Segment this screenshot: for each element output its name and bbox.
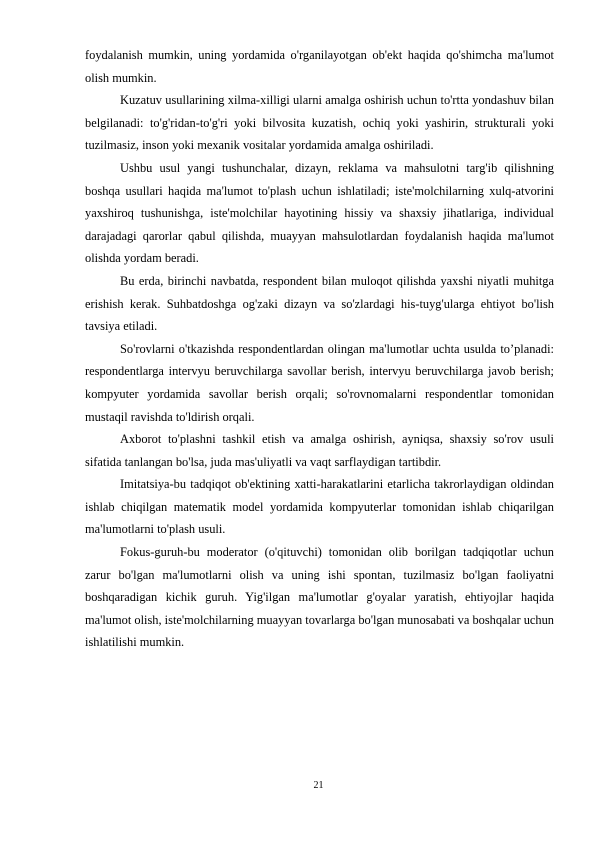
paragraph-method-purpose: Ushbu usul yangi tushunchalar, dizayn, reklama va mahsulotni targ'ib qilishning boshqa usullari haqida ma'lumot to'plash uchun ishlatiladi; iste'molchilarning xulq-atvorini yaxshiroq tushunishga, iste'molchilar hayotining hissiy va shaxsiy jihatlariga, individual darajadagi qarorlar qabul qilishda, muayyan mahsulotlardan foydalanish haqida ma'lumot olishda yordam beradi.: [85, 160, 554, 266]
paragraph-information-collection: Axborot to'plashni tashkil etish va amalga oshirish, ayniqsa, shaxsiy so'rov usuli sifatida tanlangan bo'lsa, juda mas'uliyatli va vaqt sarflaydigan tartibdir.: [85, 432, 554, 469]
paragraph-focus-group: Fokus-guruh-bu moderator (o'qituvchi) tomonidan olib borilgan tadqiqotlar uchun zarur bo'lgan ma'lumotlarni olish va uning ishi spontan, tuzilmasiz bo'lgan faoliyatni boshqaradigan kichik guruh. Yig'ilgan ma'lumotlar g'oyalar yaratish, ehtiyojlar haqida ma'lumot olish, iste'molchilarning muayyan tovarlarga bo'lgan munosabati va boshqalar uchun ishlatilishi mumkin.: [85, 545, 554, 650]
paragraph-observation-approaches: Kuzatuv usullarining xilma-xilligi ularni amalga oshirish uchun to'rtta yondashuv bilan belgilanadi: to'g'ridan-to'g'ri yoki bilvosita kuzatish, ochiq yoki yashirin, strukturali yoki tuzilmasiz, inson yoki mexanik vositalar yordamida amalga oshiriladi.: [85, 93, 554, 153]
document-page: [85, 44, 554, 654]
paragraph-continuation: foydalanish mumkin, uning yordamida o'rganilayotgan ob'ekt haqida qo'shimcha ma'lumot olish mumkin.: [85, 48, 554, 85]
paragraph-respondent-communication: Bu erda, birinchi navbatda, respondent bilan muloqot qilishda yaxshi niyatli muhitga erishish kerak. Suhbatdoshga og'zaki dizayn va so'zlardagi his-tuyg'ularga ehtiyot bo'lish tavsiya etiladi.: [85, 273, 554, 334]
paragraph-imitation: Imitatsiya-bu tadqiqot ob'ektining xatti-harakatlarini etarlicha takrorlaydigan oldindan ishlab chiqilgan matematik model yordamida kompyuterlar tomonidan ishlab chiqarilgan ma'lumotlarni to'plash usuli.: [85, 477, 554, 537]
paragraph-survey-methods: So'rovlarni o'tkazishda respondentlardan olingan ma'lumotlar uchta usulda to’planadi: respondentlarga intervyu beruvchilarga savollar berish, intervyu beruvchilarga javob berish; kompyuter yordamida savollar berish orqali; so'rovnomalarni respondentlar tomonidan mustaqil ravishda to'ldirish orqali.: [85, 341, 554, 424]
page-number: 21: [313, 780, 324, 791]
